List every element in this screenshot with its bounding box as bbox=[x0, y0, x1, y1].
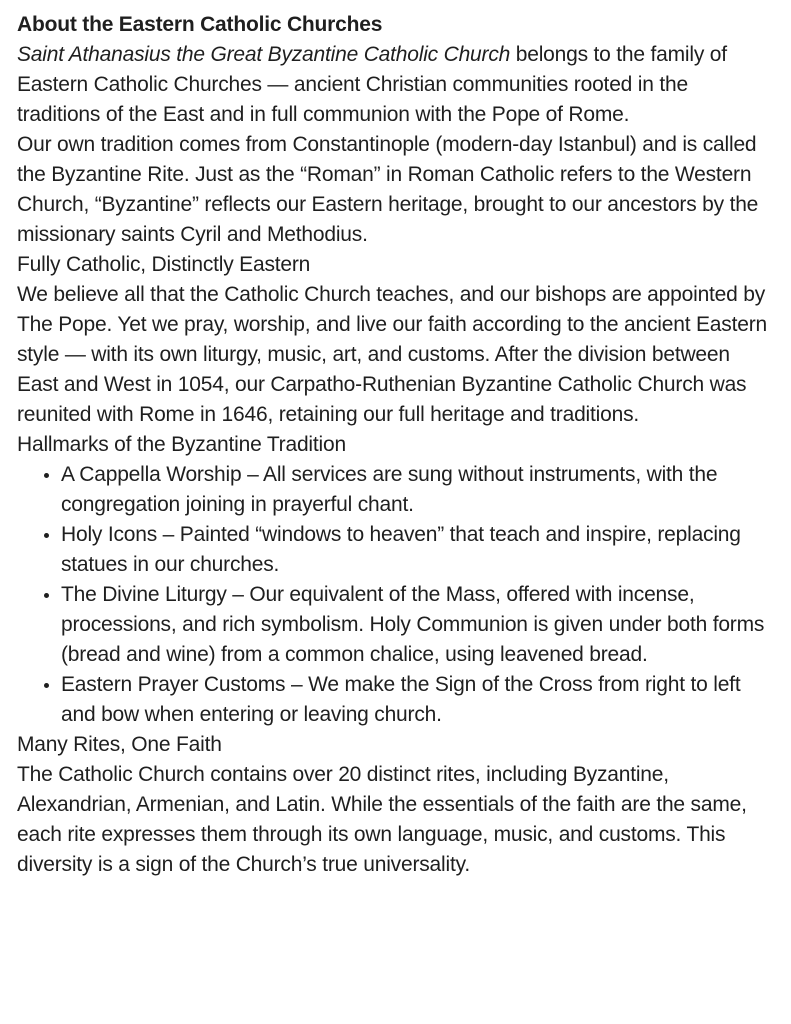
paragraph-rites: The Catholic Church contains over 20 distinct rites, including Byzantine, Alexandrian, Armenian, and Latin. While the essentials of the faith are the same, each rite expresses them through its own language, music, and customs. This diversity is a sign of the Church’s true universality. bbox=[17, 763, 747, 876]
paragraph-believe: We believe all that the Catholic Church teaches, and our bishops are appointed by The Pope. Yet we pray, worship, and live our faith according to the ancient Eastern style — with its own liturgy, music, art, and customs. After the division between East and West in 1054, our Carpatho-Ruthenian Byzantine Catholic Church was reunited with Rome in 1646, retaining our full heritage and traditions. bbox=[17, 283, 767, 426]
list-item: • Holy Icons – Painted “windows to heaven” that teach and inspire, replacing statues in our churches. bbox=[61, 520, 775, 580]
page-title: About the Eastern Catholic Churches bbox=[17, 13, 383, 36]
subheading-many-rites: Many Rites, One Faith bbox=[17, 733, 222, 756]
paragraph-tradition: Our own tradition comes from Constantinople (modern-day Istanbul) and is called the Byzantine Rite. Just as the “Roman” in Roman Catholic refers to the Western Church, “Byzantine” reflects our Eastern heritage, brought to our ancestors by the missionary saints Cyril and Methodius. bbox=[17, 133, 759, 246]
list-item: • A Cappella Worship – All services are sung without instruments, with the congregation joining in prayerful chant. bbox=[61, 460, 775, 520]
church-name-italic: Saint Athanasius the Great Byzantine Catholic Church bbox=[17, 43, 511, 66]
subheading-hallmarks: Hallmarks of the Byzantine Tradition bbox=[17, 433, 346, 456]
paragraph-intro-text: belongs to the family of Eastern Catholic Churches — ancient Christian communities rooted in the traditions of the East and in full communion with the Pope of Rome. bbox=[17, 43, 727, 126]
hallmarks-bullet-list bbox=[17, 460, 775, 730]
list-item: • Eastern Prayer Customs – We make the Sign of the Cross from right to left and bow when entering or leaving church. bbox=[61, 670, 775, 730]
subheading-fully-catholic: Fully Catholic, Distinctly Eastern bbox=[17, 253, 311, 276]
paragraph-intro bbox=[17, 40, 775, 130]
list-item: • The Divine Liturgy – Our equivalent of the Mass, offered with incense, processions, and rich symbolism. Holy Communion is given under both forms (bread and wine) from a common chalice, using leavened bread. bbox=[61, 580, 775, 670]
